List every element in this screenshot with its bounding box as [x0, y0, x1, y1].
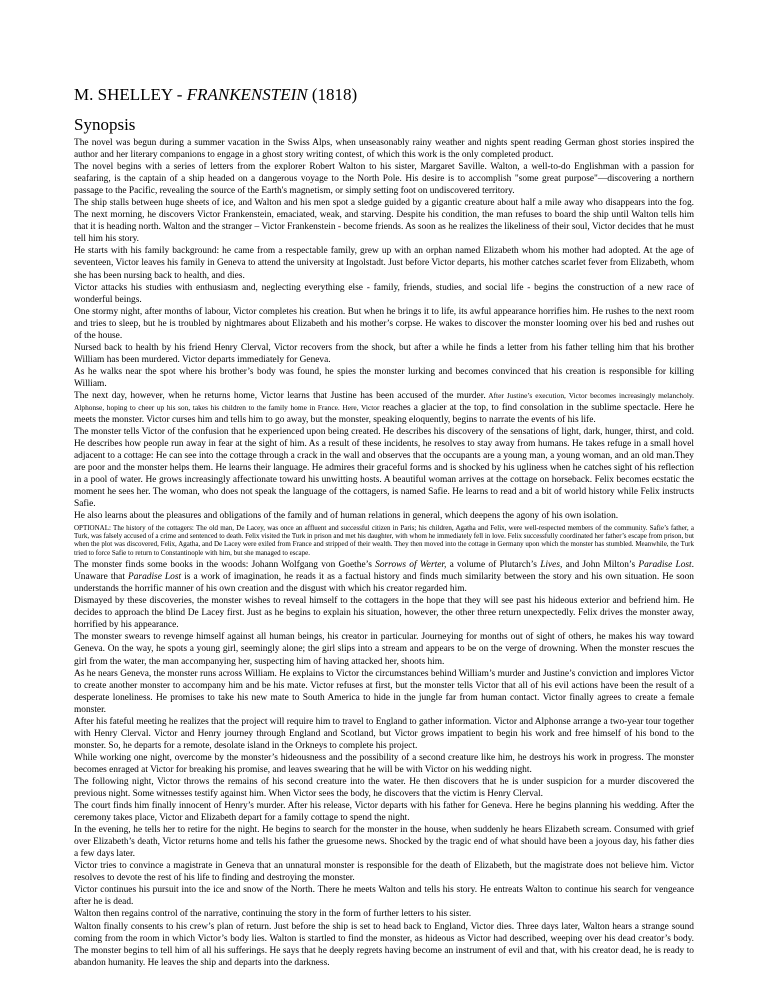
- book-title: Sorrows of Werter,: [375, 560, 447, 571]
- title-italic: FRANKENSTEIN: [186, 85, 308, 104]
- paragraph: Victor attacks his studies with enthusiasm and, neglecting everything else - family, friends, studies, and social life - begins the construction of a new race of wonderful beings.: [74, 282, 694, 305]
- paragraph: As he nears Geneva, the monster runs across William. He explains to Victor the circumstances behind William’s murder and Justine’s conviction and implores Victor to create another monster to accompany him and be his mate. Victor refuses at first, but the monster tells Victor that all of his evil actions have been the result of a desperate loneliness. He promises to take his new mate to South America to hide in the jungle far from human contact. Victor finally agrees to create a female monster.: [74, 668, 694, 715]
- paragraph-mixed: [74, 390, 694, 426]
- book-title: Paradise Lost: [638, 560, 692, 571]
- paragraph: Dismayed by these discoveries, the monster wishes to reveal himself to the cottagers in the hope that they will see past his hideous exterior and befriend him. He decides to approach the blind De Lacey first. Just as he begins to explain his situation, however, the other three return unexpectedly. Felix drives the monster away, horrified by his appearance.: [74, 596, 694, 631]
- paragraph: The monster swears to revenge himself against all human beings, his creator in particular. Journeying for months out of sight of others, he makes his way toward Geneva. On the way, he spots a young girl, seemingly alone; the girl slips into a stream and appears to be on the verge of drowning. When the monster rescues the girl from the water, the man accompanying her, suspecting him of having attacked her, shoots him.: [74, 632, 694, 667]
- paragraph: Victor tries to convince a magistrate in Geneva that an unnatural monster is responsible for the death of Elizabeth, but the magistrate does not believe him. Victor resolves to devote the rest of his life to finding and destroying the monster.: [74, 861, 694, 884]
- paragraph: The ship stalls between huge sheets of ice, and Walton and his men spot a sledge guided by a gigantic creature about half a mile away who disappears into the fog. The next morning, he discovers Victor Frankenstein, emaciated, weak, and starving. Despite his condition, the man refuses to board the ship until Walton tells him that it is heading north. Walton and the stranger – Victor Frankenstein - become friends. As soon as he realizes the likeliness of their soul, Victor decides that he must tell him his story.: [74, 198, 694, 245]
- paragraph: Walton then regains control of the narrative, continuing the story in the form of further letters to his sister.: [74, 909, 472, 920]
- paragraph: In the evening, he tells her to retire for the night. He begins to search for the monster in the house, when suddenly he hears Elizabeth scream. Consumed with grief over Elizabeth’s death, Victor returns home and tells his father the gruesome news. Shocked by the tragic end of what should have been a joyous day, his father dies a few days later.: [74, 825, 694, 860]
- paragraph: As he walks near the spot where his brother’s body was found, he spies the monster lurking and becomes convinced that his creation is responsible for killing William.: [74, 366, 694, 389]
- paragraph: The court finds him finally innocent of Henry’s murder. After his release, Victor departs with his father for Geneva. Here he begins planning his wedding. After the ceremony takes place, Victor and Elizabeth depart for a family cottage to spend the night.: [74, 801, 694, 824]
- paragraph-books: [74, 559, 694, 595]
- section-heading: Synopsis: [74, 115, 136, 134]
- paragraph-text: reaches a glacier at the top, to find consolation in the sublime spectacle. Here he meets the monster. Victor curses him and tells him to go away, but the monster, speaking eloquently, begins to narrate the events of his life.: [74, 403, 694, 426]
- paragraph-text: The next day, however, when he returns home, Victor learns that Justine has been accused of the murder.: [74, 390, 486, 401]
- book-title: Lives,: [540, 560, 563, 571]
- paragraph: After his fateful meeting he realizes that the project will require him to travel to England to gather information. Victor and Alphonse arrange a two-year tour together with Henry Clerval. Victor and Henry journey through England and Scotland, but Victor grows impatient to begin his work and free himself of his bond to the monster. So, he departs for a remote, desolate island in the Orkneys to complete his project.: [74, 716, 694, 751]
- paragraph-text: is a work of imagination, he reads it as a factual history and finds much similarity between the story and his own situation. He soon understands the horrific manner of his own creation and the disgust with which his creator regarded him.: [74, 572, 694, 595]
- paragraph-text: a volume of Plutarch’s: [446, 560, 541, 571]
- paragraph-text: and John Milton’s: [562, 560, 639, 571]
- synopsis-body: [74, 137, 694, 523]
- paragraph-text: The monster finds some books in the woods: Johann Wolfgang von Goethe’s: [74, 560, 376, 571]
- optional-note: OPTIONAL: The history of the cottagers: The old man, De Lacey, was once an affluent and successful citizen in Paris; his children, Agatha and Felix, were well-respected members of the community. Safie’s father, a Turk, was falsely accused of a crime and sentenced to death. Felix visited the Turk in prison and met his daughter, with whom he immediately fell in love. Felix successfully coordinated her father’s escape from prison, but when the plot was discovered, Felix, Agatha, and De Lacey were exiled from France and stripped of their wealth. They then moved into the cottage in Germany upon which the monster has stumbled. Meanwhile, the Turk tried to force Safie to return to Constantinople with him, but she managed to escape.: [74, 523, 694, 557]
- paragraph: Nursed back to health by his friend Henry Clerval, Victor recovers from the shock, but after a while he finds a letter from his father telling him that his brother William has been murdered. Victor departs immediately for Geneva.: [74, 342, 694, 365]
- paragraph: Victor continues his pursuit into the ice and snow of the North. There he meets Walton and tells his story. He entreats Walton to continue his search for vengeance after he is dead.: [74, 885, 694, 908]
- paragraph: He starts with his family background: he came from a respectable family, grew up with an orphan named Elizabeth whom his mother had adopted. At the age of seventeen, Victor leaves his family in Geneva to attend the university at Ingolstadt. Just before Victor departs, his mother catches scarlet fever from Elizabeth, whom she has been nursing back to health, and dies.: [74, 246, 694, 281]
- paragraph: The monster tells Victor of the confusion that he experienced upon being created. He describes his discovery of the sensations of light, dark, hunger, thirst, and cold. He describes how people run away in fear at the sight of him. As a result of these incidents, he resolves to stay away from humans. He takes refuge in a small hovel adjacent to a cottage: He can see into the cottage through a crack in the wall and observes that the occupants are a young man, a young woman, and an old man.They are poor and the monster helps them. He learns their language. He admires their graceful forms and is shocked by his ugliness when he catches sight of his reflection in a pool of water. He grows increasingly affectionate toward his unwitting hosts. A beautiful woman arrives at the cottage on horseback. Felix becomes ecstatic the moment he sees her. The woman, who does not speak the language of the cottagers, is named Safie. He learns to read and a bit of world history while Felix instructs Safie.: [74, 427, 694, 510]
- synopsis-body-continued: [74, 559, 694, 969]
- title-prefix: M. SHELLEY -: [74, 85, 187, 104]
- paragraph-text: . Unaware that: [74, 560, 694, 583]
- paragraph: Walton finally consents to his crew’s plan of return. Just before the ship is set to head back to England, Victor dies. Three days later, Walton hears a strange sound coming from the room in which Victor’s body lies. Walton is startled to find the monster, as hideous as Victor had described, weeping over his dead creator’s body. The monster begins to tell him of all his sufferings. He says that he deeply regrets having become an instrument of evil and that, with his creator dead, he is ready to abandon humanity. He leaves the ship and departs into the darkness.: [74, 921, 694, 968]
- title-suffix: (1818): [307, 85, 358, 104]
- document-page: [74, 85, 694, 969]
- paragraph: While working one night, overcome by the monster’s hideousness and the possibility of a second creature like him, he destroys his work in progress. The monster becomes enraged at Victor for breaking his promise, and leaves swearing that he will be with Victor on his wedding night.: [74, 752, 694, 775]
- paragraph: The novel begins with a series of letters from the explorer Robert Walton to his sister, Margaret Saville. Walton, a well-to-do Englishman with a passion for seafaring, is the captain of a ship headed on a dangerous voyage to the North Pole. His desire is to accomplish "some great purpose"—discovering a northern passage to the Pacific, revealing the source of the Earth's magnetism, or simply setting foot on undiscovered territory.: [74, 162, 694, 197]
- paragraph: The following night, Victor throws the remains of his second creature into the water. He then discovers that he is under suspicion for a murder discovered the previous night. Some witnesses testify against him. When Victor sees the body, he discovers that the victim is Henry Clerval.: [74, 776, 694, 800]
- paragraph-small-text: After Justine’s execution, Victor becomes increasingly melancholy. Alphonse, hoping to cheer up his son, takes his children to the family home in France. Here, Victor: [74, 390, 694, 413]
- paragraph: He also learns about the pleasures and obligations of the family and of human relations in general, which deepens the agony of his own isolation.: [74, 511, 619, 522]
- paragraph: One stormy night, after months of labour, Victor completes his creation. But when he brings it to life, its awful appearance horrifies him. He rushes to the next room and tries to sleep, but he is troubled by nightmares about Elizabeth and his mother’s corpse. He wakes to discover the monster looming over his bed and rushes out of the house.: [74, 306, 694, 341]
- book-title: Paradise Lost: [128, 572, 182, 583]
- document-title: [74, 85, 694, 105]
- paragraph: The novel was begun during a summer vacation in the Swiss Alps, when unseasonably rainy weather and nights spent reading German ghost stories inspired the author and her literary companions to engage in a ghost story writing contest, of which this work is the only completed product.: [74, 138, 694, 161]
